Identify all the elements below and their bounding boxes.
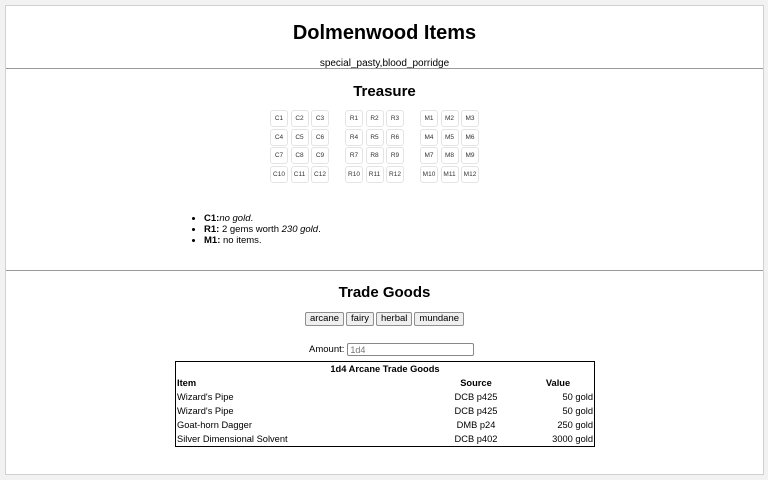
treasure-button-r2[interactable]: R2 — [366, 110, 384, 127]
treasure-button-c10[interactable]: C10 — [270, 166, 288, 183]
column-header-item: Item — [177, 378, 197, 388]
treasure-group-c — [270, 110, 329, 183]
table-row — [176, 418, 595, 432]
treasure-result-item — [204, 224, 321, 235]
result-end: . — [318, 224, 321, 235]
treasure-button-r1[interactable]: R1 — [345, 110, 363, 127]
result-label: R1: — [204, 224, 220, 235]
treasure-button-c7[interactable]: C7 — [270, 147, 288, 164]
item-cell: Wizard's Pipe — [177, 392, 234, 402]
treasure-button-c12[interactable]: C12 — [311, 166, 329, 183]
source-cell: DCB p425 — [454, 392, 498, 402]
treasure-button-m1[interactable]: M1 — [420, 110, 438, 127]
treasure-button-r5[interactable]: R5 — [366, 129, 384, 146]
result-end: . — [250, 213, 254, 224]
page-frame — [5, 5, 764, 475]
treasure-button-r9[interactable]: R9 — [386, 147, 404, 164]
treasure-result-item — [204, 235, 321, 246]
category-arcane-button[interactable]: arcane — [305, 312, 344, 326]
value-cell: 3000 gold — [552, 434, 593, 444]
treasure-button-m5[interactable]: M5 — [441, 129, 459, 146]
treasure-button-c3[interactable]: C3 — [311, 110, 329, 127]
result-text: no items. — [220, 235, 262, 246]
item-cell: Wizard's Pipe — [177, 406, 234, 416]
amount-input[interactable] — [347, 343, 474, 356]
category-buttons — [6, 312, 763, 326]
page-subtitle: special_pasty,blood_porridge — [319, 58, 450, 69]
treasure-result-item — [204, 213, 321, 224]
result-emphasis: no gold — [219, 213, 251, 224]
treasure-button-m10[interactable]: M10 — [420, 166, 438, 183]
category-herbal-button[interactable]: herbal — [376, 312, 412, 326]
treasure-button-m8[interactable]: M8 — [441, 147, 459, 164]
trade-goods-table — [175, 361, 595, 447]
category-fairy-button[interactable]: fairy — [346, 312, 374, 326]
value-cell: 50 gold — [562, 392, 593, 402]
item-cell: Goat-horn Dagger — [177, 420, 252, 430]
treasure-button-c11[interactable]: C11 — [291, 166, 309, 183]
result-label: C1: — [204, 213, 220, 224]
treasure-button-c9[interactable]: C9 — [311, 147, 329, 164]
treasure-button-r10[interactable]: R10 — [345, 166, 363, 183]
treasure-results — [184, 213, 321, 246]
source-cell: DCB p425 — [454, 406, 498, 416]
treasure-button-r7[interactable]: R7 — [345, 147, 363, 164]
value-cell: 250 gold — [557, 420, 593, 430]
treasure-button-c8[interactable]: C8 — [291, 147, 309, 164]
treasure-button-m7[interactable]: M7 — [420, 147, 438, 164]
treasure-button-c6[interactable]: C6 — [311, 129, 329, 146]
treasure-heading: Treasure — [353, 83, 416, 100]
category-mundane-button[interactable]: mundane — [414, 312, 464, 326]
page-title: Dolmenwood Items — [292, 22, 477, 44]
trade-goods-heading: Trade Goods — [338, 284, 431, 301]
amount-row — [309, 343, 474, 356]
treasure-button-c4[interactable]: C4 — [270, 129, 288, 146]
column-header-source: Source — [460, 378, 492, 388]
treasure-button-r3[interactable]: R3 — [386, 110, 404, 127]
result-emphasis: 230 gold — [281, 224, 319, 235]
value-cell: 50 gold — [562, 406, 593, 416]
result-text: 2 gems worth — [219, 224, 282, 235]
treasure-button-m12[interactable]: M12 — [461, 166, 479, 183]
treasure-button-r8[interactable]: R8 — [366, 147, 384, 164]
treasure-button-r6[interactable]: R6 — [386, 129, 404, 146]
table-caption: 1d4 Arcane Trade Goods — [330, 364, 440, 374]
table-row — [176, 390, 595, 404]
treasure-button-c1[interactable]: C1 — [270, 110, 288, 127]
table-row — [176, 432, 595, 447]
divider — [6, 68, 763, 69]
treasure-button-m6[interactable]: M6 — [461, 129, 479, 146]
column-header-value: Value — [545, 378, 571, 388]
treasure-button-r12[interactable]: R12 — [386, 166, 404, 183]
treasure-button-m11[interactable]: M11 — [441, 166, 459, 183]
source-cell: DCB p402 — [454, 434, 498, 444]
amount-label: Amount: — [309, 344, 345, 355]
source-cell: DMB p24 — [456, 420, 496, 430]
item-cell: Silver Dimensional Solvent — [177, 434, 288, 444]
treasure-group-m — [420, 110, 479, 183]
treasure-group-r — [345, 110, 404, 183]
treasure-button-m9[interactable]: M9 — [461, 147, 479, 164]
treasure-button-r4[interactable]: R4 — [345, 129, 363, 146]
treasure-button-c2[interactable]: C2 — [291, 110, 309, 127]
table-row — [176, 404, 595, 418]
divider — [6, 270, 763, 271]
treasure-button-m3[interactable]: M3 — [461, 110, 479, 127]
treasure-button-m4[interactable]: M4 — [420, 129, 438, 146]
result-label: M1: — [204, 235, 221, 246]
treasure-button-m2[interactable]: M2 — [441, 110, 459, 127]
treasure-button-r11[interactable]: R11 — [366, 166, 384, 183]
treasure-button-c5[interactable]: C5 — [291, 129, 309, 146]
